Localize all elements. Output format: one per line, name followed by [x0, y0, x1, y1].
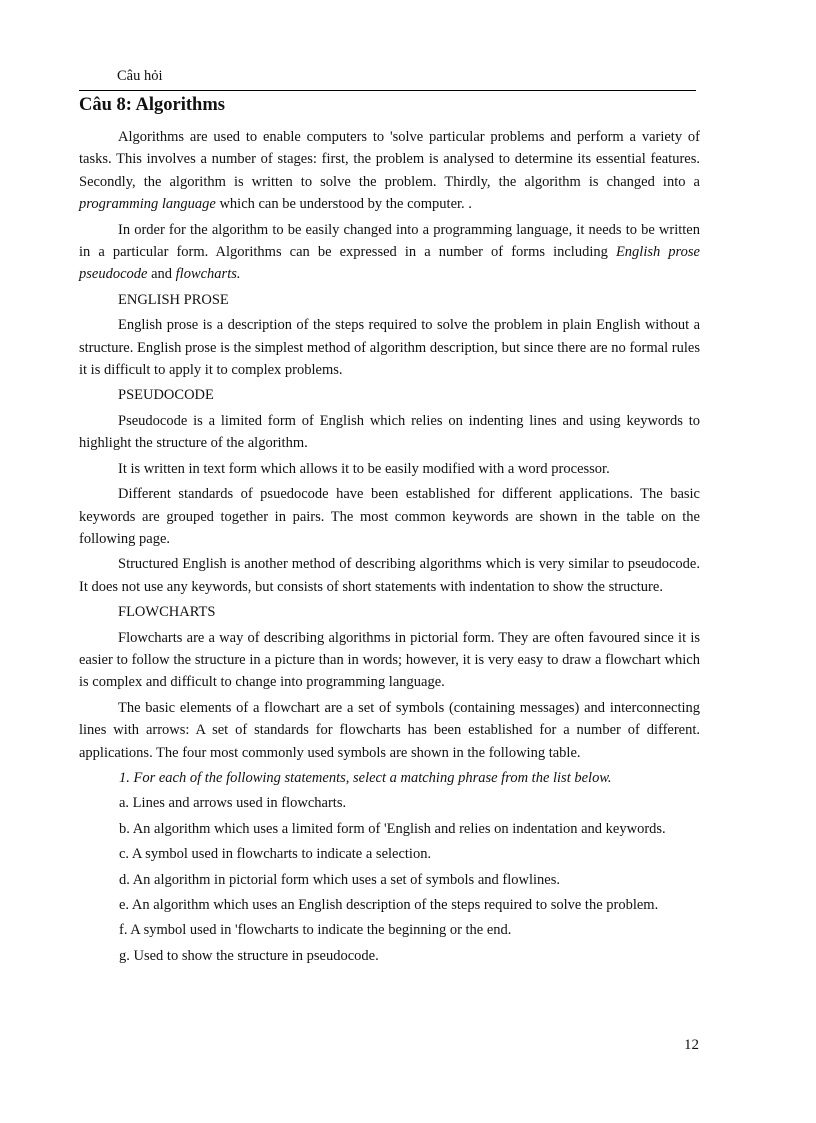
- emphasis-programming-language: programming language: [79, 196, 216, 213]
- exercise-item: c. A symbol used in flowcharts to indicate a selection.: [119, 846, 432, 863]
- paragraph-structured-english: Structured English is another method of describing algorithms which is very similar to pseudocode. It does not use any keywords, but consists of short statements with indentation to show the structure.: [79, 556, 700, 595]
- paragraph-pseudocode-text-form: It is written in text form which allows it to be easily modified with a word processor.: [118, 460, 610, 477]
- exercise-item: e. An algorithm which uses an English description of the steps required to solve the problem.: [119, 897, 659, 913]
- exercise-question: 1. For each of the following statements, select a matching phrase from the list below.: [119, 769, 612, 786]
- heading-english-prose: ENGLISH PROSE: [118, 291, 229, 308]
- page-header: [79, 66, 696, 91]
- emphasis-pseudocode: pseudocode: [79, 266, 148, 283]
- paragraph-flowcharts-definition: Flowcharts are a way of describing algorithms in pictorial form. They are often favoured since it is easier to follow the structure in a picture than in words; however, it is very easy to draw a flowchart which is complex and difficult to change into programming language.: [79, 629, 700, 691]
- paragraph-intro: Algorithms are used to enable computers to 'solve particular problems and perform a variety of tasks. This involves a number of stages: first, the problem is analysed to determine its essential features. Secondly, the algorithm is written to solve the problem. Thirdly, the algorithm is changed into a programming language which can be understood by the computer. .: [79, 129, 700, 213]
- page-number: 12: [684, 1037, 699, 1053]
- exercise-item: a. Lines and arrows used in flowcharts.: [119, 795, 347, 812]
- exercise-item: f. A symbol used in 'flowcharts to indicate the beginning or the end.: [119, 922, 512, 939]
- exercise-item: g. Used to show the structure in pseudocode.: [119, 947, 379, 964]
- paragraph-pseudocode-standards: Different standards of psuedocode have been established for different applications. The basic keywords are grouped together in pairs. The most common keywords are shown in the table on the following page.: [79, 486, 700, 547]
- paragraph-flowchart-elements: The basic elements of a flowchart are a set of symbols (containing messages) and interconnecting lines with arrows: A set of standards for flowcharts has been established for a number of different. applications. The four most commonly used symbols are shown in the following table.: [79, 699, 700, 761]
- exercise-item: b. An algorithm which uses a limited form of 'English and relies on indentation and keywords.: [119, 820, 666, 837]
- exercise-item: d. An algorithm in pictorial form which uses a set of symbols and flowlines.: [119, 871, 560, 888]
- emphasis-english-prose: English prose: [615, 244, 700, 261]
- heading-flowcharts: FLOWCHARTS: [118, 604, 216, 621]
- header-text: Câu hỏi: [117, 68, 163, 84]
- paragraph-pseudocode-definition: Pseudocode is a limited form of English which relies on indenting lines and using keywords to highlight the structure of the algorithm.: [79, 412, 700, 452]
- section-title: Câu 8: Algorithms: [79, 95, 225, 115]
- document-body: [79, 126, 700, 970]
- paragraph-forms: In order for the algorithm to be easily changed into a programming language, it needs to be written in a particular form. Algorithms can be expressed in a number of forms including English prose pseudocode and flowcharts.: [79, 221, 700, 283]
- heading-pseudocode: PSEUDOCODE: [118, 387, 214, 404]
- emphasis-flowcharts: flowcharts.: [175, 266, 241, 283]
- paragraph-english-prose: English prose is a description of the steps required to solve the problem in plain English without a structure. English prose is the simplest method of algorithm description, but since there are no formal rules it is difficult to apply it to complex problems.: [79, 317, 700, 379]
